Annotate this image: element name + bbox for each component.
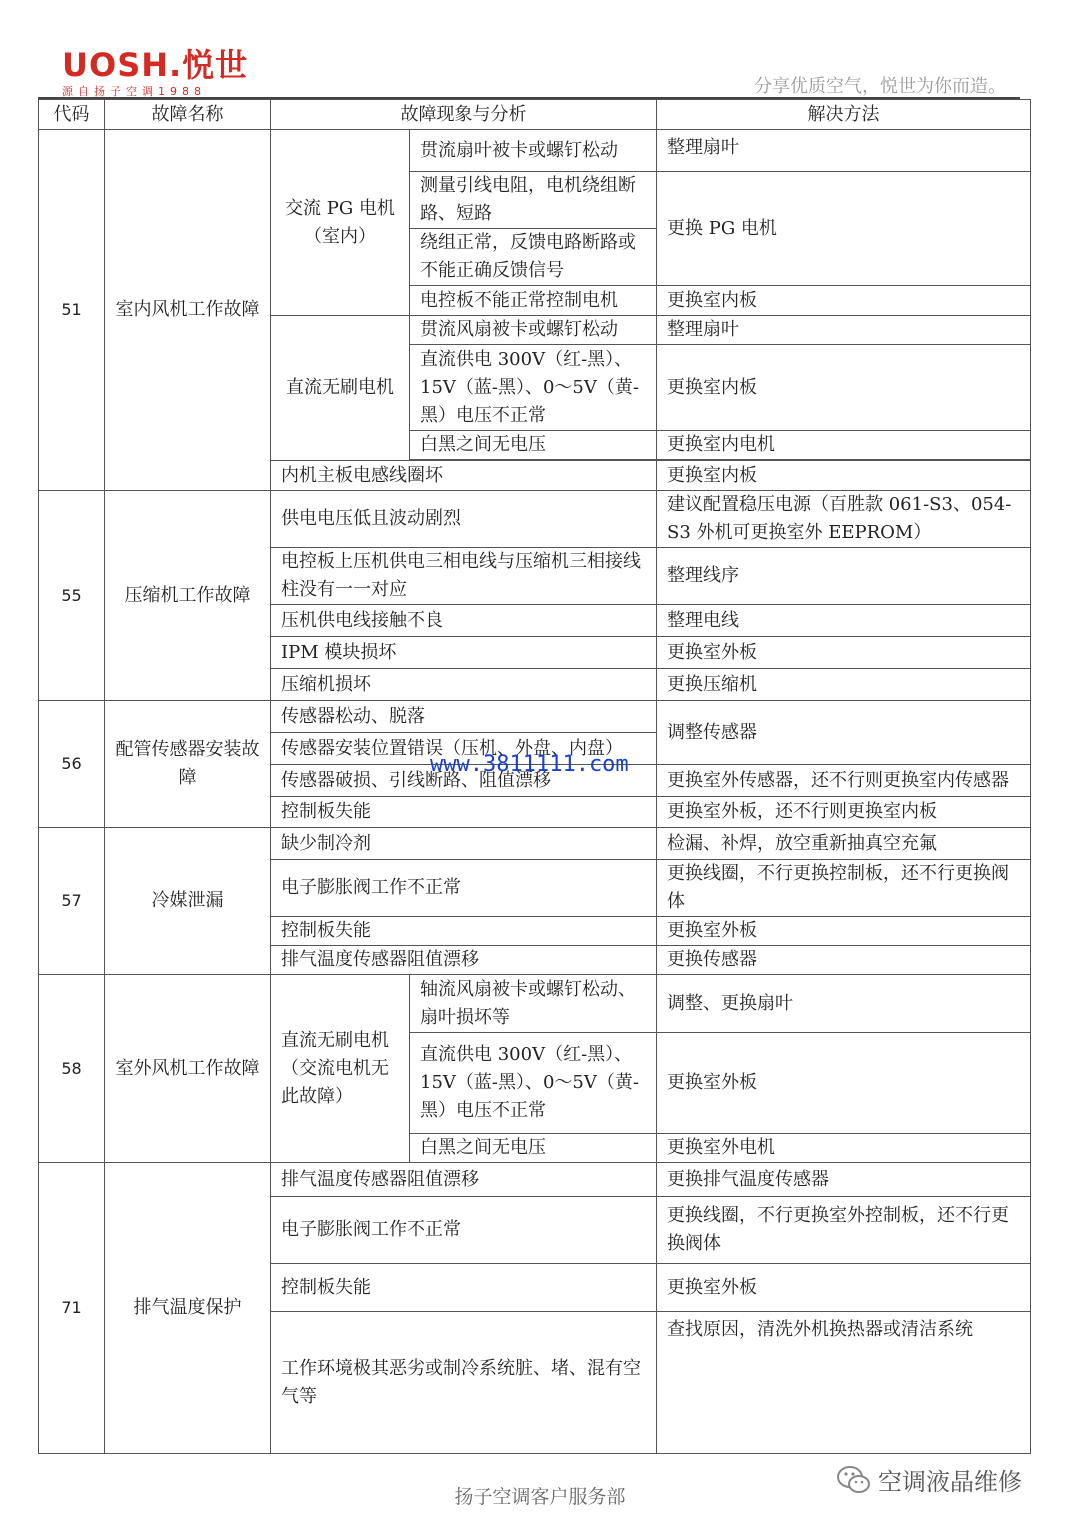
- fault-subtype: 直流无刷电机（交流电机无此故障）: [271, 975, 410, 1163]
- fault-analysis: 电子膨胀阀工作不正常: [271, 860, 657, 917]
- fault-analysis: 绕组正常，反馈电路断路或不能正确反馈信号: [410, 229, 657, 286]
- fault-analysis: 直流供电 300V（红-黑）、15V（蓝-黑）、0～5V（黄-黑）电压不正常: [410, 1033, 657, 1134]
- brand-logo: [62, 48, 248, 99]
- fault-solution: 更换室外板，还不行则更换室内板: [657, 797, 1031, 828]
- fault-analysis: 控制板失能: [271, 797, 657, 828]
- fault-analysis: 缺少制冷剂: [271, 828, 657, 860]
- wechat-account-name: 空调液晶维修: [878, 1468, 1022, 1496]
- fault-analysis: 供电电压低且波动剧烈: [271, 491, 657, 548]
- fault-solution: 更换排气温度传感器: [657, 1163, 1031, 1197]
- slogan: 分享优质空气，悦世为你而造。: [754, 76, 1006, 97]
- fault-analysis: 轴流风扇被卡或螺钉松动、扇叶损坏等: [410, 975, 657, 1033]
- fault-code: 51: [39, 130, 105, 491]
- header-name: 故障名称: [105, 100, 271, 130]
- table-header-row: [39, 100, 1031, 130]
- fault-solution: 更换线圈，不行更换控制板，还不行更换阀体: [657, 860, 1031, 917]
- wechat-account-badge: [836, 1462, 1022, 1497]
- fault-name: 冷媒泄漏: [105, 828, 271, 975]
- fault-code: 57: [39, 828, 105, 975]
- fault-solution: 更换传感器: [657, 946, 1031, 975]
- watermark-url: www.3811111.com: [430, 752, 629, 777]
- fault-analysis: 压机供电线接触不良: [271, 605, 657, 637]
- fault-analysis: 内机主板电感线圈坏: [271, 461, 657, 491]
- fault-analysis: 贯流扇叶被卡或螺钉松动: [410, 130, 657, 172]
- fault-analysis: 直流供电 300V（红-黑）、15V（蓝-黑）、0～5V（黄-黑）电压不正常: [410, 345, 657, 431]
- fault-solution: 更换室外板: [657, 917, 1031, 946]
- fault-solution: 更换室外板: [657, 637, 1031, 669]
- fault-solution: 更换线圈，不行更换室外控制板，还不行更换阀体: [657, 1197, 1031, 1264]
- table-row: [39, 1163, 1031, 1197]
- fault-solution: 调整、更换扇叶: [657, 975, 1031, 1033]
- fault-analysis: 传感器破损、引线断路、阻值漂移: [271, 765, 657, 797]
- fault-analysis: 排气温度传感器阻值漂移: [271, 1163, 657, 1197]
- fault-analysis: 传感器松动、脱落: [271, 701, 657, 733]
- fault-solution: 更换压缩机: [657, 669, 1031, 701]
- fault-analysis: 白黑之间无电压: [410, 431, 657, 460]
- fault-analysis: 电控板不能正常控制电机: [410, 286, 657, 316]
- fault-solution: 更换室内板: [657, 461, 1031, 491]
- fault-name: 室内风机工作故障: [105, 130, 271, 491]
- fault-solution: 查找原因，清洗外机换热器或清洁系统: [657, 1312, 1031, 1454]
- fault-code: 71: [39, 1163, 105, 1454]
- fault-solution: 更换室外电机: [657, 1134, 1031, 1163]
- page-footer: 扬子空调客户服务部: [454, 1486, 626, 1508]
- fault-name: 排气温度保护: [105, 1163, 271, 1454]
- table-row: [39, 491, 1031, 548]
- table-row: [39, 130, 1031, 172]
- fault-analysis: 贯流风扇被卡或螺钉松动: [410, 316, 657, 345]
- fault-solution: 整理扇叶: [657, 130, 1031, 172]
- fault-analysis: 传感器安装位置错误（压机、外盘、内盘）: [271, 733, 657, 765]
- fault-subtype: 直流无刷电机: [271, 316, 410, 461]
- fault-name: 压缩机工作故障: [105, 491, 271, 701]
- fault-solution: 更换 PG 电机: [657, 172, 1031, 286]
- fault-code: 58: [39, 975, 105, 1163]
- header-code: 代码: [39, 100, 105, 130]
- fault-analysis: 白黑之间无电压: [410, 1134, 657, 1163]
- fault-solution: 更换室内板: [657, 286, 1031, 316]
- fault-analysis: 控制板失能: [271, 1264, 657, 1312]
- table-row: [39, 828, 1031, 860]
- logo-subtitle: 源自扬子空调1988: [62, 85, 206, 98]
- fault-solution: 更换室外板: [657, 1264, 1031, 1312]
- fault-analysis: IPM 模块损坏: [271, 637, 657, 669]
- wechat-icon: [836, 1465, 872, 1495]
- fault-code: 56: [39, 701, 105, 828]
- fault-solution: 更换室内电机: [657, 431, 1031, 460]
- fault-solution: 整理扇叶: [657, 316, 1031, 345]
- logo-text: UOSH.悦世: [62, 46, 249, 84]
- fault-solution: 整理线序: [657, 548, 1031, 605]
- fault-name: 室外风机工作故障: [105, 975, 271, 1163]
- fault-analysis: 排气温度传感器阻值漂移: [271, 946, 657, 975]
- fault-name: 配管传感器安装故障: [105, 701, 271, 828]
- header-analysis: 故障现象与分析: [271, 100, 657, 130]
- fault-solution: 整理电线: [657, 605, 1031, 637]
- fault-solution: 检漏、补焊，放空重新抽真空充氟: [657, 828, 1031, 860]
- fault-analysis: 压缩机损坏: [271, 669, 657, 701]
- fault-solution: 调整传感器: [657, 701, 1031, 765]
- table-row: [39, 975, 1031, 1033]
- fault-analysis: 工作环境极其恶劣或制冷系统脏、堵、混有空气等: [271, 1312, 657, 1454]
- fault-solution: 更换室内板: [657, 345, 1031, 431]
- header-solution: 解决方法: [657, 100, 1031, 130]
- fault-subtype: 交流 PG 电机（室内）: [271, 130, 410, 316]
- fault-analysis: 控制板失能: [271, 917, 657, 946]
- fault-code: 55: [39, 491, 105, 701]
- fault-analysis: 测量引线电阻，电机绕组断路、短路: [410, 172, 657, 229]
- fault-analysis: 电子膨胀阀工作不正常: [271, 1197, 657, 1264]
- fault-solution: 更换室外传感器，还不行则更换室内传感器: [657, 765, 1031, 797]
- table-row: [39, 701, 1031, 733]
- fault-analysis: 电控板上压机供电三相电线与压缩机三相接线柱没有一一对应: [271, 548, 657, 605]
- fault-solution: 更换室外板: [657, 1033, 1031, 1134]
- fault-solution: 建议配置稳压电源（百胜款 061-S3、054-S3 外机可更换室外 EEPROM）: [657, 491, 1031, 548]
